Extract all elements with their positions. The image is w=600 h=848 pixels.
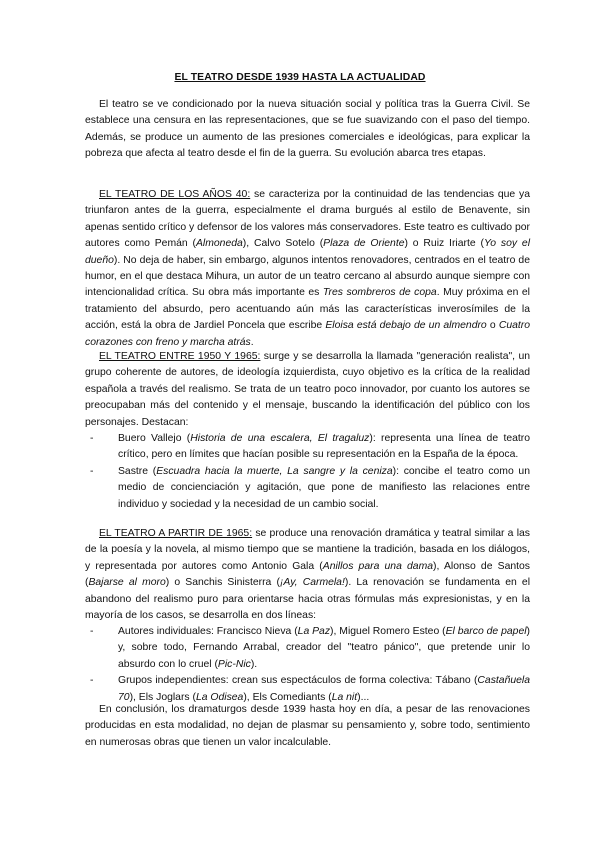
section-1965-list bbox=[85, 624, 530, 706]
section-1950-1965-list bbox=[85, 431, 530, 513]
list-item: - Autores individuales: Francisco Nieva (La Paz), Miguel Romero Esteo (El barco de papel) y, sobre todo, Fernando Arrabal, creador del "teatro pánico", que pretende unir lo absurdo con lo cruel (Pic-Nic). bbox=[90, 626, 530, 670]
section-1940s-paragraph: EL TEATRO DE LOS AÑOS 40: se caracteriza por la continuidad de las tendencias que ya triunfaron antes de la guerra, especialmente el drama burgués al estilo de Benavente, sin apenas sentido crítico y defensor de los valores más conservadores. Este teatro es cultivado por autores como Pemán (Almoneda), Calvo Sotelo (Plaza de Oriente) o Ruiz Iriarte (Yo soy el dueño). No deja de haber, sin embargo, algunos intentos renovadores, centrados en el teatro de humor, en el que destaca Mihura, un autor de un teatro cercano al absurdo aunque siempre con intencionalidad crítica. Su obra más importante es Tres sombreros de copa. Muy próxima en el tratamiento del absurdo, pero acentuando aún más las características inverosímiles de la acción, está la obra de Jardiel Poncela que escribe Eloisa está debajo de un almendro o Cuatro corazones con freno y marcha atrás. bbox=[85, 189, 531, 348]
conclusion-paragraph: En conclusión, los dramaturgos desde 1939 hasta hoy en día, a pesar de las renovaciones producidas en esta modalidad, no dejan de plasmar su pensamiento y, sobre todo, sentimiento en numerosas obras que tienen un valor incalculable. bbox=[85, 704, 530, 748]
page-title: EL TEATRO DESDE 1939 HASTA LA ACTUALIDAD bbox=[174, 72, 426, 83]
list-item: - Grupos independientes: crean sus espectáculos de forma colectiva: Tábano (Castañuela 70), Els Joglars (La Odisea), Els Comediants (La nit)... bbox=[90, 675, 530, 703]
dash-bullet: - bbox=[90, 433, 94, 444]
section-1950-1965-paragraph: EL TEATRO ENTRE 1950 Y 1965: surge y se desarrolla la llamada "generación realista", un grupo coherente de autores, de ideología izquierdista, cuyo objetivo es la crítica de la realidad española a través del realismo. Se trata de un teatro poco innovador, por cuanto los autores se preocupaban más del contenido y el mensaje, buscando la identificación del público con los personajes. Destacan: bbox=[85, 351, 531, 428]
section-1965-heading: EL TEATRO A PARTIR DE 1965: bbox=[99, 528, 253, 539]
list-item: - Buero Vallejo (Historia de una escalera, El tragaluz): representa una línea de teatro crítico, pero en límites que hacían posible su representación en la España de la época. bbox=[90, 433, 531, 461]
dash-bullet: - bbox=[90, 465, 94, 477]
section-1950-1965-heading: EL TEATRO ENTRE 1950 Y 1965: bbox=[99, 351, 261, 362]
list-item: - Sastre (Escuadra hacia la muerte, La sangre y la ceniza): concibe el teatro como un medio de concienciación y agitación, que pone de manifiesto las relaciones entre individuo y sociedad y la necesidad de un cambio social. bbox=[90, 465, 530, 510]
intro-paragraph: El teatro se ve condicionado por la nueva situación social y política tras la Guerra Civil. Se establece una censura en las representaciones, que se fue suavizando con el paso del tiempo. Además, se produce un aumento de las presiones comerciales e ideológicas, para explicar la pobreza que afecta al teatro desde el fin de la guerra. Su evolución abarca tres etapas. bbox=[85, 99, 530, 160]
section-1940s-heading: EL TEATRO DE LOS AÑOS 40: bbox=[99, 189, 251, 200]
dash-bullet: - bbox=[90, 626, 94, 637]
section-1965-paragraph: EL TEATRO A PARTIR DE 1965: se produce una renovación dramática y teatral similar a las de la poesía y la novela, al mismo tiempo que se mantiene la tradición, basada en los diálogos, y representada por autores como Antonio Gala (Anillos para una dama), Alonso de Santos (Bajarse al moro) o Sanchis Sinisterra (¡Ay, Carmela!). La renovación se fundamenta en el abandono del realismo puro para orientarse hacia otras fórmulas más expresionistas, y en la mayoría de los casos, se desarrolla en dos líneas: bbox=[85, 528, 531, 622]
dash-bullet: - bbox=[90, 675, 94, 687]
